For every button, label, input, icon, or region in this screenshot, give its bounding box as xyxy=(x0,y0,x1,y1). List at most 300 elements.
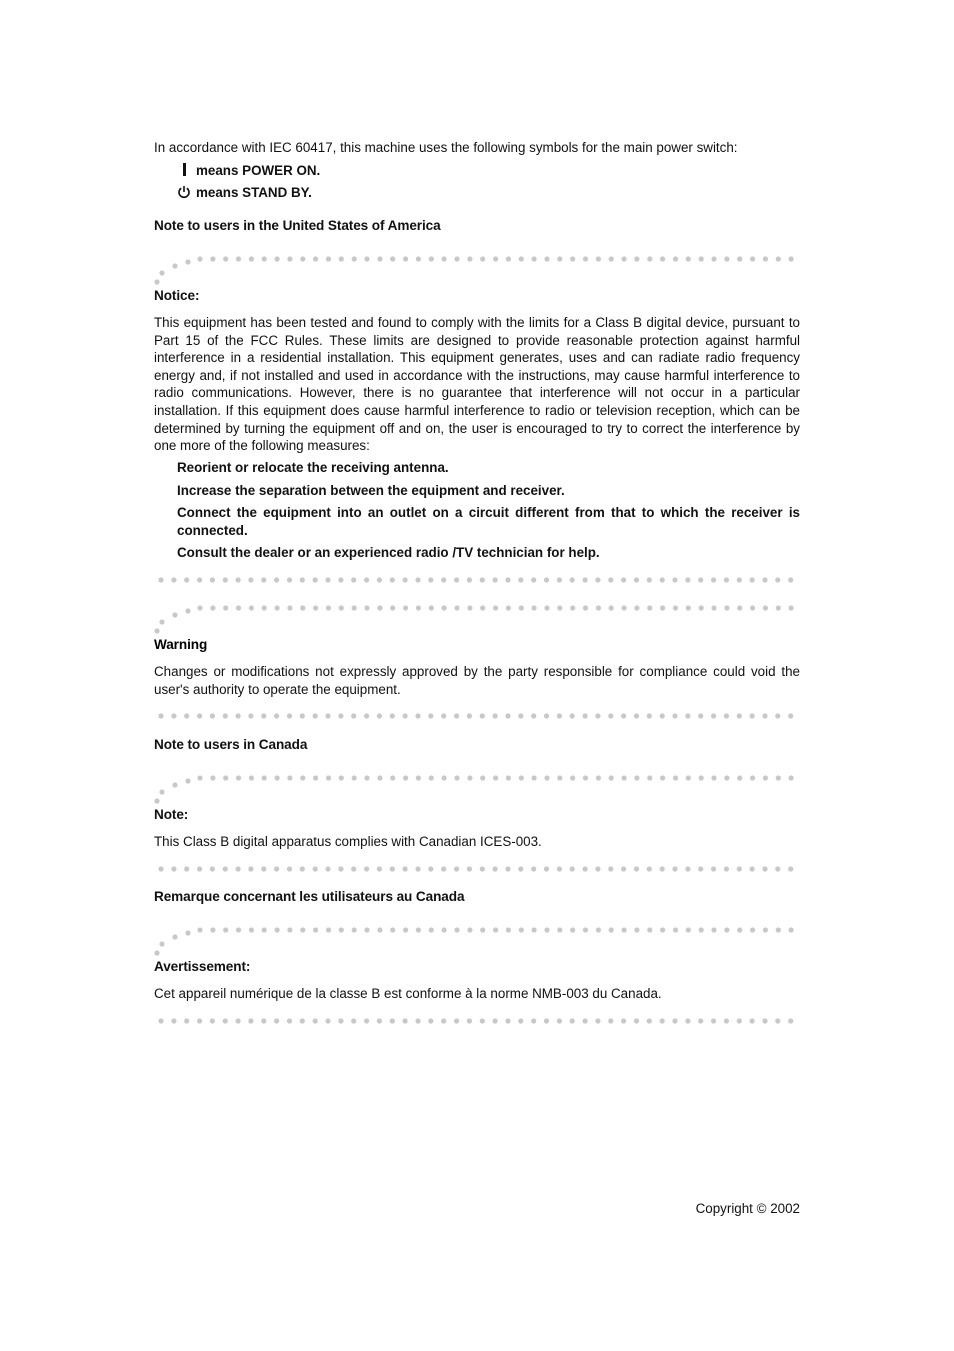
separator-dot xyxy=(570,866,575,871)
separator-dot xyxy=(673,605,678,610)
separator-dot xyxy=(415,1018,420,1023)
separator-dot xyxy=(699,256,704,261)
separator-dot xyxy=(557,866,562,871)
separator-dot xyxy=(287,1018,292,1023)
separator-dot xyxy=(300,605,305,610)
separator-dot xyxy=(557,1018,562,1023)
separator-dot xyxy=(737,927,742,932)
separator-dot xyxy=(287,577,292,582)
separator-dot xyxy=(441,713,446,718)
separator-dot xyxy=(776,605,781,610)
separator-dot xyxy=(325,866,330,871)
separator-dot xyxy=(415,713,420,718)
warning-top-dotted-border xyxy=(154,599,800,639)
separator-dot xyxy=(352,256,357,261)
separator-dot xyxy=(557,605,562,610)
separator-dot xyxy=(197,256,202,261)
separator-dot xyxy=(248,713,253,718)
separator-dot xyxy=(300,866,305,871)
notice-title: Notice: xyxy=(154,288,200,303)
separator-dot xyxy=(158,866,163,871)
separator-dot xyxy=(415,866,420,871)
separator-dot xyxy=(403,866,408,871)
separator-dot xyxy=(390,866,395,871)
separator-dot xyxy=(223,605,228,610)
separator-dot xyxy=(390,927,395,932)
separator-dot xyxy=(557,775,562,780)
separator-dot xyxy=(518,577,523,582)
separator-dot xyxy=(416,605,421,610)
separator-dot xyxy=(300,256,305,261)
separator-dot xyxy=(248,866,253,871)
separator-dot xyxy=(351,577,356,582)
separator-dot xyxy=(583,577,588,582)
separator-dot xyxy=(300,927,305,932)
separator-dot xyxy=(429,605,434,610)
separator-dot xyxy=(454,713,459,718)
separator-dot xyxy=(236,577,241,582)
separator-dot xyxy=(570,713,575,718)
separator-dot xyxy=(634,866,639,871)
separator-dot xyxy=(776,775,781,780)
separator-dot xyxy=(236,775,241,780)
separator-dot xyxy=(403,605,408,610)
separator-dot xyxy=(480,256,485,261)
separator-dot xyxy=(441,1018,446,1023)
separator-dot xyxy=(608,713,613,718)
separator-dot xyxy=(775,866,780,871)
separator-dot xyxy=(583,605,588,610)
separator-dot xyxy=(480,1018,485,1023)
separator-dot xyxy=(300,775,305,780)
separator-dot xyxy=(519,605,524,610)
separator-dot xyxy=(364,775,369,780)
notice-top-dotted-border xyxy=(154,250,800,290)
separator-dot xyxy=(403,775,408,780)
separator-dot xyxy=(377,866,382,871)
separator-dot xyxy=(711,1018,716,1023)
separator-dot xyxy=(223,256,228,261)
separator-dot xyxy=(249,775,254,780)
separator-dot xyxy=(544,256,549,261)
canada-note-title: Note: xyxy=(154,807,189,822)
measure-item: Increase the separation between the equipment and receiver. xyxy=(177,482,565,498)
separator-dot xyxy=(505,577,510,582)
separator-dot xyxy=(210,577,215,582)
separator-dot xyxy=(352,775,357,780)
separator-dot xyxy=(480,713,485,718)
separator-dot xyxy=(609,775,614,780)
separator-dot xyxy=(377,927,382,932)
separator-dot xyxy=(750,605,755,610)
separator-dot xyxy=(596,256,601,261)
separator-dot xyxy=(275,256,280,261)
separator-dot xyxy=(672,577,677,582)
separator-dot xyxy=(789,256,794,261)
separator-dot xyxy=(673,256,678,261)
separator-dot xyxy=(300,713,305,718)
separator-dot xyxy=(428,713,433,718)
separator-dot xyxy=(634,927,639,932)
separator-dot xyxy=(762,1018,767,1023)
separator-dot xyxy=(338,577,343,582)
separator-dot xyxy=(621,1018,626,1023)
separator-dot xyxy=(454,775,459,780)
separator-dot xyxy=(377,775,382,780)
separator-dot xyxy=(274,713,279,718)
separator-dot xyxy=(750,866,755,871)
separator-dot xyxy=(300,1018,305,1023)
separator-dot xyxy=(647,577,652,582)
separator-dot xyxy=(313,256,318,261)
separator-dot xyxy=(737,577,742,582)
separator-dot xyxy=(570,927,575,932)
separator-dot xyxy=(313,1018,318,1023)
separator-dot xyxy=(262,775,267,780)
separator-dot xyxy=(236,866,241,871)
separator-dot xyxy=(737,713,742,718)
separator-dot xyxy=(415,577,420,582)
separator-dot xyxy=(210,1018,215,1023)
separator-dot xyxy=(339,775,344,780)
separator-dot xyxy=(275,927,280,932)
separator-dot xyxy=(210,866,215,871)
warning-title-text: Warning xyxy=(154,637,208,652)
measure-item: Reorient or relocate the receiving antenna. xyxy=(177,460,449,475)
separator-dot xyxy=(275,605,280,610)
separator-dot xyxy=(364,605,369,610)
separator-dot xyxy=(724,866,729,871)
separator-dot xyxy=(377,1018,382,1023)
separator-dot xyxy=(236,605,241,610)
separator-dot xyxy=(364,577,369,582)
separator-dot xyxy=(762,577,767,582)
separator-dot xyxy=(364,1018,369,1023)
canada-note-body: This Class B digital apparatus complies with Canadian ICES-003. xyxy=(154,834,542,849)
separator-dot xyxy=(171,1018,176,1023)
separator-dot xyxy=(300,577,305,582)
separator-dot xyxy=(647,605,652,610)
separator-dot xyxy=(673,775,678,780)
separator-dot xyxy=(325,577,330,582)
separator-dot xyxy=(248,577,253,582)
separator-dot xyxy=(608,866,613,871)
separator-dot xyxy=(544,605,549,610)
separator-dot xyxy=(493,256,498,261)
separator-dot xyxy=(583,1018,588,1023)
separator-dot xyxy=(403,577,408,582)
separator-dot xyxy=(352,927,357,932)
separator-dot xyxy=(352,605,357,610)
separator-dot xyxy=(429,775,434,780)
separator-dot xyxy=(557,256,562,261)
separator-dot xyxy=(364,256,369,261)
separator-dot xyxy=(275,775,280,780)
separator-dot xyxy=(274,1018,279,1023)
separator-dot xyxy=(184,1018,189,1023)
separator-dot xyxy=(763,256,768,261)
standby-line xyxy=(176,184,822,202)
separator-dot xyxy=(595,713,600,718)
separator-dot xyxy=(750,1018,755,1023)
separator-dot xyxy=(442,927,447,932)
separator-dot xyxy=(519,256,524,261)
separator-dot xyxy=(210,775,215,780)
separator-dot xyxy=(326,256,331,261)
separator-dot xyxy=(158,713,163,718)
separator-dot xyxy=(595,866,600,871)
separator-dot xyxy=(171,713,176,718)
separator-dot xyxy=(261,1018,266,1023)
separator-dot xyxy=(595,577,600,582)
separator-dot xyxy=(261,577,266,582)
intro-text: In accordance with IEC 60417, this machine uses the following symbols for the main power switch: xyxy=(154,140,738,155)
separator-dot xyxy=(660,577,665,582)
separator-dot xyxy=(338,1018,343,1023)
separator-dot xyxy=(467,927,472,932)
separator-dot xyxy=(750,713,755,718)
separator-dot xyxy=(326,775,331,780)
separator-dot xyxy=(313,866,318,871)
separator-dot xyxy=(416,775,421,780)
separator-dot xyxy=(197,713,202,718)
separator-dot xyxy=(313,927,318,932)
separator-dot xyxy=(442,256,447,261)
separator-dot xyxy=(724,577,729,582)
separator-dot xyxy=(711,713,716,718)
separator-dot xyxy=(338,713,343,718)
separator-dot xyxy=(698,1018,703,1023)
separator-dot xyxy=(686,605,691,610)
separator-dot xyxy=(364,927,369,932)
separator-dot xyxy=(634,713,639,718)
notice-body: This equipment has been tested and found to comply with the limits for a Class B digital device, pursuant to Part 15 of the FCC Rules. These limits are designed to provide reasonable protection against harmful interference in a residential installation. This equipment generates, uses and can radiate radio frequency energy and, if not installed and used in accordance with the instructions, may cause harmful interference to radio communications. However, there is no guarantee that interference will not occur in a particular installation. If this equipment does cause harmful interference to radio or television reception, which can be determined by turning the equipment off and on, the user is encouraged to try to correct the interference by one more of the following measures: xyxy=(154,315,800,454)
standby-text: means STAND BY. xyxy=(196,185,312,200)
separator-dot xyxy=(788,1018,793,1023)
separator-dot xyxy=(570,605,575,610)
separator-dot xyxy=(660,256,665,261)
separator-dot xyxy=(686,256,691,261)
separator-dot xyxy=(647,1018,652,1023)
separator-dot xyxy=(750,256,755,261)
separator-dot xyxy=(557,577,562,582)
separator-dot xyxy=(454,927,459,932)
separator-dot xyxy=(519,775,524,780)
separator-dot xyxy=(685,1018,690,1023)
separator-dot xyxy=(557,927,562,932)
warning-bottom-dotted-border xyxy=(154,707,800,725)
warning-body: Changes or modifications not expressly approved by the party responsible for compliance could void the user's authority to operate the equipment. xyxy=(154,664,800,697)
separator-dot xyxy=(583,713,588,718)
separator-dot xyxy=(583,866,588,871)
separator-dot xyxy=(454,1018,459,1023)
separator-dot xyxy=(248,1018,253,1023)
separator-dot xyxy=(184,866,189,871)
separator-dot xyxy=(544,775,549,780)
separator-dot xyxy=(634,1018,639,1023)
separator-dot xyxy=(442,605,447,610)
separator-dot xyxy=(789,775,794,780)
separator-dot xyxy=(518,866,523,871)
separator-dot xyxy=(583,256,588,261)
separator-dot xyxy=(493,577,498,582)
separator-dot xyxy=(287,256,292,261)
power-on-text: means POWER ON. xyxy=(196,163,321,178)
separator-dot xyxy=(647,256,652,261)
power-on-bar-icon xyxy=(176,162,192,180)
separator-dot xyxy=(660,1018,665,1023)
separator-dot xyxy=(724,1018,729,1023)
separator-dot xyxy=(660,605,665,610)
separator-dot xyxy=(595,1018,600,1023)
separator-dot xyxy=(634,256,639,261)
separator-dot xyxy=(737,866,742,871)
separator-dot xyxy=(467,713,472,718)
separator-dot xyxy=(622,927,627,932)
separator-dot xyxy=(622,256,627,261)
separator-dot xyxy=(775,713,780,718)
separator-dot xyxy=(274,866,279,871)
separator-dot xyxy=(634,577,639,582)
separator-dot xyxy=(750,577,755,582)
separator-dot xyxy=(274,577,279,582)
separator-dot xyxy=(737,775,742,780)
separator-dot xyxy=(634,605,639,610)
separator-dot xyxy=(197,1018,202,1023)
separator-dot xyxy=(223,775,228,780)
separator-dot xyxy=(698,577,703,582)
separator-dot xyxy=(750,927,755,932)
separator-dot xyxy=(686,927,691,932)
separator-dot xyxy=(351,713,356,718)
separator-dot xyxy=(287,605,292,610)
separator-dot xyxy=(377,256,382,261)
separator-dot xyxy=(711,775,716,780)
separator-dot xyxy=(557,713,562,718)
avertissement-top-dotted-border xyxy=(154,921,800,961)
separator-dot xyxy=(262,927,267,932)
separator-dot xyxy=(506,256,511,261)
separator-dot xyxy=(711,577,716,582)
separator-dot xyxy=(711,866,716,871)
separator-dot xyxy=(158,577,163,582)
separator-dot xyxy=(467,256,472,261)
separator-dot xyxy=(775,1018,780,1023)
separator-dot xyxy=(531,577,536,582)
separator-dot xyxy=(403,256,408,261)
canada-note-bottom-dotted-border xyxy=(154,860,800,878)
separator-dot xyxy=(647,927,652,932)
separator-dot xyxy=(532,927,537,932)
separator-dot xyxy=(390,577,395,582)
separator-dot xyxy=(570,775,575,780)
separator-dot xyxy=(351,866,356,871)
separator-dot xyxy=(249,927,254,932)
separator-dot xyxy=(506,605,511,610)
separator-dot xyxy=(210,927,215,932)
separator-dot xyxy=(711,927,716,932)
separator-dot xyxy=(313,713,318,718)
separator-dot xyxy=(634,775,639,780)
separator-dot xyxy=(428,1018,433,1023)
standby-power-icon xyxy=(176,184,192,202)
separator-dot xyxy=(480,866,485,871)
separator-dot xyxy=(672,866,677,871)
separator-dot xyxy=(660,713,665,718)
separator-dot xyxy=(454,577,459,582)
separator-dot xyxy=(570,1018,575,1023)
separator-dot xyxy=(570,256,575,261)
separator-dot xyxy=(326,927,331,932)
separator-dot xyxy=(390,775,395,780)
separator-dot xyxy=(750,775,755,780)
separator-dot xyxy=(325,1018,330,1023)
separator-dot xyxy=(724,775,729,780)
warning-title xyxy=(154,637,800,652)
separator-dot xyxy=(223,866,228,871)
separator-dot xyxy=(467,775,472,780)
separator-dot xyxy=(519,927,524,932)
separator-dot xyxy=(467,866,472,871)
separator-dot xyxy=(544,866,549,871)
separator-dot xyxy=(493,1018,498,1023)
separator-dot xyxy=(570,577,575,582)
separator-dot xyxy=(724,927,729,932)
avertissement-bottom-dotted-border xyxy=(154,1012,800,1030)
separator-dot xyxy=(711,256,716,261)
separator-dot xyxy=(532,256,537,261)
separator-dot xyxy=(223,713,228,718)
separator-dot xyxy=(197,605,202,610)
separator-dot xyxy=(596,605,601,610)
separator-dot xyxy=(403,713,408,718)
usa-heading: Note to users in the United States of America xyxy=(154,218,441,233)
separator-dot xyxy=(210,605,215,610)
separator-dot xyxy=(493,866,498,871)
separator-dot xyxy=(184,577,189,582)
separator-dot xyxy=(532,775,537,780)
separator-dot xyxy=(583,927,588,932)
separator-dot xyxy=(351,1018,356,1023)
separator-dot xyxy=(441,866,446,871)
separator-dot xyxy=(789,927,794,932)
separator-dot xyxy=(699,775,704,780)
separator-dot xyxy=(261,866,266,871)
separator-dot xyxy=(621,713,626,718)
separator-dot xyxy=(313,775,318,780)
separator-dot xyxy=(287,713,292,718)
separator-dot xyxy=(673,927,678,932)
separator-dot xyxy=(236,256,241,261)
separator-dot xyxy=(262,605,267,610)
separator-dot xyxy=(325,713,330,718)
separator-dot xyxy=(737,1018,742,1023)
separator-dot xyxy=(724,605,729,610)
separator-dot xyxy=(493,775,498,780)
notice-bottom-dotted-border xyxy=(154,571,800,589)
separator-dot xyxy=(505,1018,510,1023)
separator-dot xyxy=(287,775,292,780)
separator-dot xyxy=(454,256,459,261)
separator-dot xyxy=(788,577,793,582)
separator-dot xyxy=(660,927,665,932)
separator-dot xyxy=(685,577,690,582)
separator-dot xyxy=(287,866,292,871)
separator-dot xyxy=(171,577,176,582)
separator-dot xyxy=(544,577,549,582)
separator-dot xyxy=(583,775,588,780)
separator-dot xyxy=(685,713,690,718)
